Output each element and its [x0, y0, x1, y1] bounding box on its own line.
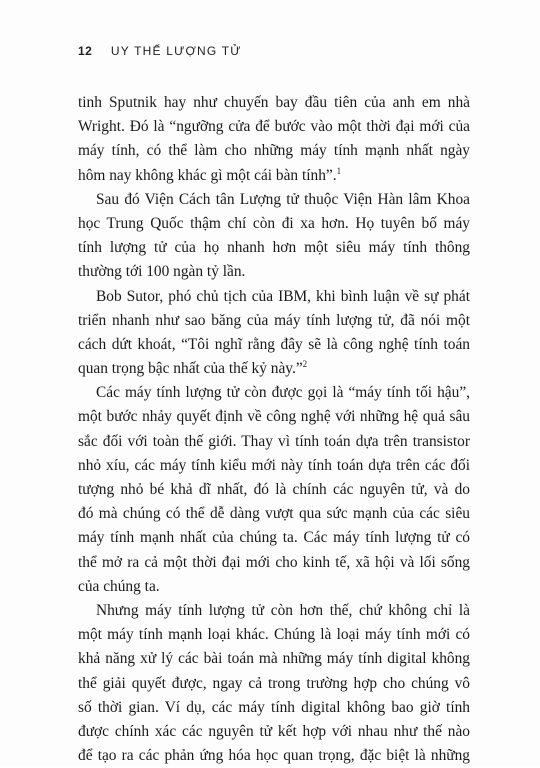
text-line	[78, 672, 470, 696]
text-line	[78, 526, 470, 550]
text-line-content: triển nhanh như sao băng của máy tính lượng tử, đã nói một	[78, 311, 470, 329]
text-line	[78, 236, 470, 260]
body-text	[78, 91, 470, 768]
text-line	[78, 309, 470, 333]
text-line-content: sắc đối với toàn thế giới. Thay vì tính toán dựa trên transistor	[78, 432, 470, 450]
text-line-content: cách dứt khoát, “Tôi nghĩ rằng đây sẽ là công nghệ tính toán	[78, 335, 470, 353]
text-line-content: thường tới 100 ngàn tỷ lần.	[78, 263, 246, 281]
text-line-content: Bob Sutor, phó chủ tịch của IBM, khi bình luận về sự phát	[96, 287, 470, 305]
text-line	[78, 285, 470, 309]
text-line	[78, 696, 470, 720]
text-line-content: được chính xác các nguyên tử kết hợp với nhau như thế nào	[78, 722, 470, 740]
text-line	[78, 551, 470, 575]
text-line-content: khả năng xử lý các bài toán mà những máy tính digital không	[78, 650, 470, 668]
text-line	[78, 623, 470, 647]
text-line-content: Sau đó Viện Cách tân Lượng tử thuộc Viện Hàn lâm Khoa	[96, 190, 470, 208]
text-line	[78, 405, 470, 429]
footnote-marker: 2	[302, 358, 308, 369]
text-line-content: thể giải quyết được, ngay cả trong trường hợp cho chúng vô	[78, 674, 470, 692]
page-number: 12	[78, 44, 93, 58]
text-line-content: máy tính mạnh nhất của chúng ta. Các máy tính lượng tử có	[78, 529, 470, 547]
footnote-marker: 1	[336, 165, 342, 176]
text-line	[78, 164, 470, 188]
text-line	[78, 333, 470, 357]
text-line	[78, 91, 470, 115]
text-line-content: học Trung Quốc thậm chí còn đi xa hơn. Họ tuyên bố máy	[78, 214, 470, 232]
text-line-content: một bước nhảy quyết định về công nghệ với những hệ quả sâu	[78, 408, 470, 426]
text-line-content: Các máy tính lượng tử còn được gọi là “máy tính tối hậu”,	[96, 384, 470, 402]
running-header	[78, 44, 242, 58]
text-line	[78, 478, 470, 502]
text-line-content: quan trọng bậc nhất của thế kỷ này.”	[78, 360, 303, 378]
text-line	[78, 430, 470, 454]
text-line-content: nhỏ xíu, các máy tính kiểu mới này tính toán dựa trên các đối	[78, 456, 470, 474]
text-line	[78, 115, 470, 139]
text-line	[78, 502, 470, 526]
text-line-content: đó mà chúng có thể dễ dàng vượt qua sức mạnh của các siêu	[78, 505, 470, 523]
text-line	[78, 357, 470, 381]
text-line-content: của chúng ta.	[78, 577, 160, 595]
text-line	[78, 139, 470, 163]
text-line	[78, 212, 470, 236]
running-title: UY THẾ LƯỢNG TỬ	[110, 44, 242, 58]
text-line-content: tính lượng tử của họ nhanh hơn một siêu máy tính thông	[78, 239, 470, 257]
text-line	[78, 454, 470, 478]
text-line-content: máy tính, có thể làm cho những máy tính mạnh nhất ngày	[78, 142, 470, 160]
text-line	[78, 575, 470, 599]
text-line-content: thể mở ra cả một thời đại mới cho kinh tế, xã hội và lối sống	[78, 553, 470, 571]
text-line-content: số thời gian. Ví dụ, các máy tính digital không bao giờ tính	[78, 698, 470, 716]
text-line-content: để tạo ra các phản ứng hóa học quan trọng, đặc biệt là những	[78, 747, 470, 765]
text-line-content: hôm nay không khác gì một cái bàn tính”.	[78, 166, 337, 184]
text-line	[78, 381, 470, 405]
text-line	[78, 260, 470, 284]
text-line-content: Nhưng máy tính lượng tử còn hơn thế, chứ không chỉ là	[96, 601, 470, 619]
text-line	[78, 599, 470, 623]
text-line	[78, 188, 470, 212]
text-line-content: một máy tính mạnh loại khác. Chúng là loại máy tính mới có	[78, 626, 470, 644]
text-line-content: tượng nhỏ bé khả dĩ nhất, đó là chính các nguyên tử, và do	[78, 481, 470, 498]
text-line-content: tinh Sputnik hay như chuyến bay đầu tiên của anh em nhà	[78, 94, 470, 111]
text-line-content: Wright. Đó là “ngưỡng cửa để bước vào một thời đại mới của	[78, 118, 470, 136]
text-line	[78, 744, 470, 768]
text-line	[78, 647, 470, 671]
text-line	[78, 720, 470, 744]
